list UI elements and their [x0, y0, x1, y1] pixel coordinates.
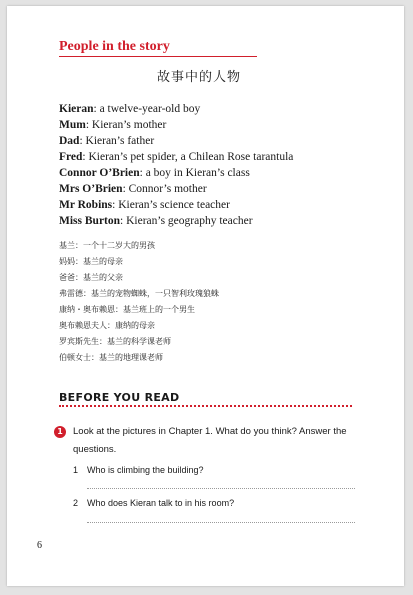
character-description: : Kieran’s father	[79, 135, 155, 147]
character-description: : Connor’s mother	[122, 183, 207, 195]
character-entry	[59, 149, 359, 165]
character-entry	[59, 181, 359, 197]
character-entry-chinese: 伯顿女士：基兰的地理课老师	[59, 353, 163, 362]
character-name: Mum	[59, 119, 86, 131]
book-page	[7, 6, 404, 586]
character-description: : Kieran’s science teacher	[112, 199, 230, 211]
answer-line	[87, 488, 355, 489]
character-entry	[59, 133, 359, 149]
character-entry	[59, 117, 359, 133]
character-list-chinese	[59, 238, 359, 366]
character-entry-chinese: 妈妈：基兰的母亲	[59, 257, 123, 266]
character-entry	[59, 165, 359, 181]
character-name: Connor O’Brien	[59, 167, 140, 179]
character-entry	[59, 197, 359, 213]
character-entry	[59, 213, 359, 229]
character-entry-chinese: 基兰：一个十二岁大的男孩	[59, 241, 155, 250]
character-description: : Kieran’s pet spider, a Chilean Rose tarantula	[82, 151, 294, 163]
character-name: Mrs O’Brien	[59, 183, 123, 195]
character-entry-chinese: 奥布赖恩夫人：康纳的母亲	[59, 321, 155, 330]
character-entry-chinese: 弗雷德：基兰的宠物蜘蛛，一只智利玫瑰狼蛛	[59, 289, 219, 298]
character-description: : Kieran’s mother	[85, 119, 167, 131]
character-entry-chinese: 罗宾斯先生：基兰的科学课老师	[59, 337, 171, 346]
sub-question-number: 1	[73, 465, 79, 475]
sub-question-text: Who is climbing the building?	[87, 465, 204, 475]
character-name: Dad	[59, 135, 80, 147]
character-entry-chinese: 爸爸：基兰的父亲	[59, 273, 123, 282]
character-description: : a boy in Kieran’s class	[139, 167, 250, 179]
sub-question-number: 2	[73, 498, 79, 508]
question-text: Look at the pictures in Chapter 1. What do you think? Answer the questions.	[73, 426, 347, 455]
question-number-badge: 1	[54, 426, 66, 438]
character-description: : Kieran’s geography teacher	[120, 215, 253, 227]
section-title-chinese: 故事中的人物	[157, 70, 242, 85]
sub-question	[73, 465, 204, 475]
answer-line	[87, 522, 355, 523]
sub-question-text: Who does Kieran talk to in his room?	[87, 498, 235, 508]
character-name: Miss Burton	[59, 215, 121, 227]
before-you-read-heading: BEFORE YOU READ	[59, 391, 180, 404]
page-number: 6	[37, 540, 42, 551]
dotted-divider	[59, 405, 352, 407]
character-name: Mr Robins	[59, 199, 113, 211]
section-title: People in the story	[59, 39, 170, 54]
character-entry-chinese: 康纳・奥布赖恩：基兰班上的一个男生	[59, 305, 195, 314]
sub-question	[73, 498, 234, 508]
character-description: : a twelve-year-old boy	[93, 103, 201, 115]
character-entry	[59, 101, 359, 117]
title-underline	[59, 56, 257, 57]
character-name: Kieran	[59, 103, 94, 115]
character-name: Fred	[59, 151, 83, 163]
character-list	[59, 101, 359, 229]
